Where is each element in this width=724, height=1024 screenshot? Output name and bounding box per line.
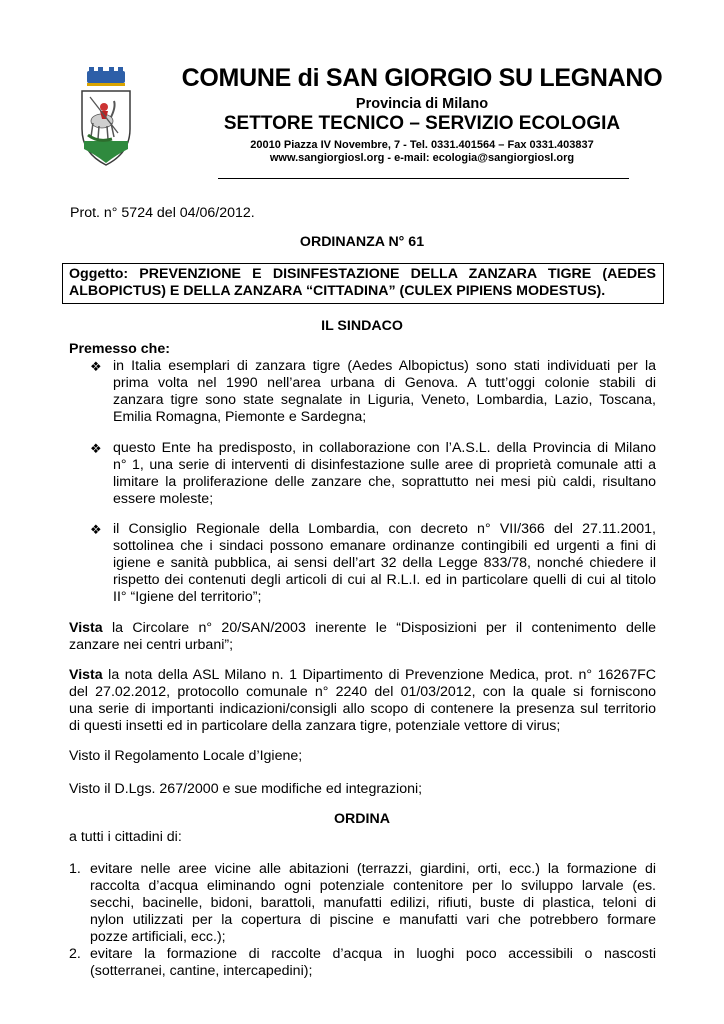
premise-1-line: prima volta nel 1990 nell’area urbana di Genova. A tutt’oggi colonie stabili di: [113, 375, 656, 391]
protocol-line: Prot. n° 5724 del 04/06/2012.: [70, 205, 255, 221]
ordinance-number: ORDINANZA N° 61: [299, 234, 425, 250]
province-name: Provincia di Milano: [355, 96, 489, 112]
whereas-asl-line: del 27.02.2012, protocollo comunale n° 2240 del 01/03/2012, con la quale si forniscono: [69, 684, 656, 700]
premise-2-line: essere moleste;: [113, 491, 214, 507]
order-1-line: nylon utilizzati per la copertura di piscine e manufatti vari che potrebbero formare: [90, 912, 656, 928]
order-2-line: evitare la formazione di raccolte d’acqua in luoghi poco accessibili o nascosti: [90, 946, 656, 962]
premise-3-line: igiene e sanità pubblica, ai sensi dell’art 32 della Legge 833/78, nonché chiedere il: [113, 555, 656, 571]
whereas-circular-line: zanzare nei centri urbani”;: [69, 637, 234, 653]
order-2-line: (sotterranei, cantine, intercapedini);: [90, 963, 313, 979]
whereas-circular-line: Vista la Circolare n° 20/SAN/2003 inerente le “Disposizioni per il contenimento delle: [69, 620, 656, 636]
item-number: 1.: [69, 861, 81, 877]
whereas-decree: Visto il D.Lgs. 267/2000 e sue modifiche ed integrazioni;: [69, 781, 423, 797]
bullet-diamond-icon: ❖: [90, 441, 102, 456]
premise-2-line: limitare la proliferazione delle zanzare che, soprattutto nei mesi più caldi, risultano: [113, 474, 656, 490]
whereas-asl-line: una serie di importanti indicazioni/consigli allo scopo di contenere la presenza sul territorio: [69, 701, 656, 717]
whereas-asl-line: di questi insetti ed in particolare della zanzara tigre, potenziale vettore di virus;: [69, 718, 561, 734]
subject-line-1: Oggetto: PREVENZIONE E DISINFESTAZIONE DELLA ZANZARA TIGRE (AEDES: [69, 266, 656, 282]
premise-3-line: II° “Igiene del territorio”;: [113, 589, 262, 605]
item-number: 2.: [69, 946, 81, 962]
orders-heading: ORDINA: [334, 811, 390, 827]
whereas-regulation: Visto il Regolamento Locale d’Igiene;: [69, 748, 303, 764]
bullet-diamond-icon: ❖: [90, 359, 102, 374]
mayor-heading: IL SINDACO: [321, 318, 403, 334]
premise-1-line: in Italia esemplari di zanzara tigre (Aedes Albopictus) sono stati individuati per la: [113, 358, 656, 374]
citizens-line: a tutti i cittadini di:: [69, 829, 182, 845]
premise-3-line: il Consiglio Regionale della Lombardia, con decreto n° VII/366 del 27.11.2001,: [113, 521, 656, 537]
order-1-line: evitare nelle aree vicine alle abitazioni (terrazzi, giardini, orti, ecc.) la formazione di: [90, 861, 656, 877]
premise-3-line: sottolinea che i sindaci possono emanare ordinanze contingibili ed urgenti a fini di: [113, 538, 656, 554]
premise-1-line: Emilia Romagna, Piemonte e Sardegna;: [113, 409, 367, 425]
order-1-line: secchi, bacinelle, bidoni, barattoli, manufatti edilizi, rifiuti, buste di plastica, teloni di: [90, 895, 656, 911]
bullet-diamond-icon: ❖: [90, 522, 102, 537]
premise-2-line: n° 1, una serie di interventi di disinfestazione sulle aree di proprietà comunale atti a: [113, 457, 656, 473]
municipal-crest-icon: [78, 67, 134, 169]
header-divider: [218, 178, 629, 179]
municipality-title: COMUNE di SAN GIORGIO SU LEGNANO: [181, 64, 663, 92]
contact-line: www.sangiorgiosl.org - e-mail: ecologia@sangiorgiosl.org: [269, 152, 575, 164]
order-1-line: pozze artificiali, ecc.);: [90, 929, 226, 945]
premise-3-line: rispetto dei contenuti degli articoli di cui al R.L.I. ed in particolare quelli di cui al titolo: [113, 572, 656, 588]
address-line: 20010 Piazza IV Novembre, 7 - Tel. 0331.401564 – Fax 0331.403837: [250, 139, 594, 151]
order-1-line: raccolta d’acqua eliminando ogni potenziale contenitore per lo sviluppo larvale (es.: [90, 878, 656, 894]
premise-heading: Premesso che:: [69, 341, 170, 357]
sector-name: SETTORE TECNICO – SERVIZIO ECOLOGIA: [223, 113, 621, 134]
premise-1-line: zanzara tigre sono state segnalate in Liguria, Veneto, Lombardia, Lazio, Toscana,: [113, 392, 656, 408]
subject-line-2: ALBOPICTUS) E DELLA ZANZARA “CITTADINA” (CULEX PIPIENS MODESTUS).: [69, 283, 606, 299]
whereas-asl-line: Vista la nota della ASL Milano n. 1 Dipartimento di Prevenzione Medica, prot. n° 16267FC: [69, 667, 656, 683]
premise-2-line: questo Ente ha predisposto, in collaborazione con l’A.S.L. della Provincia di Milano: [113, 440, 656, 456]
